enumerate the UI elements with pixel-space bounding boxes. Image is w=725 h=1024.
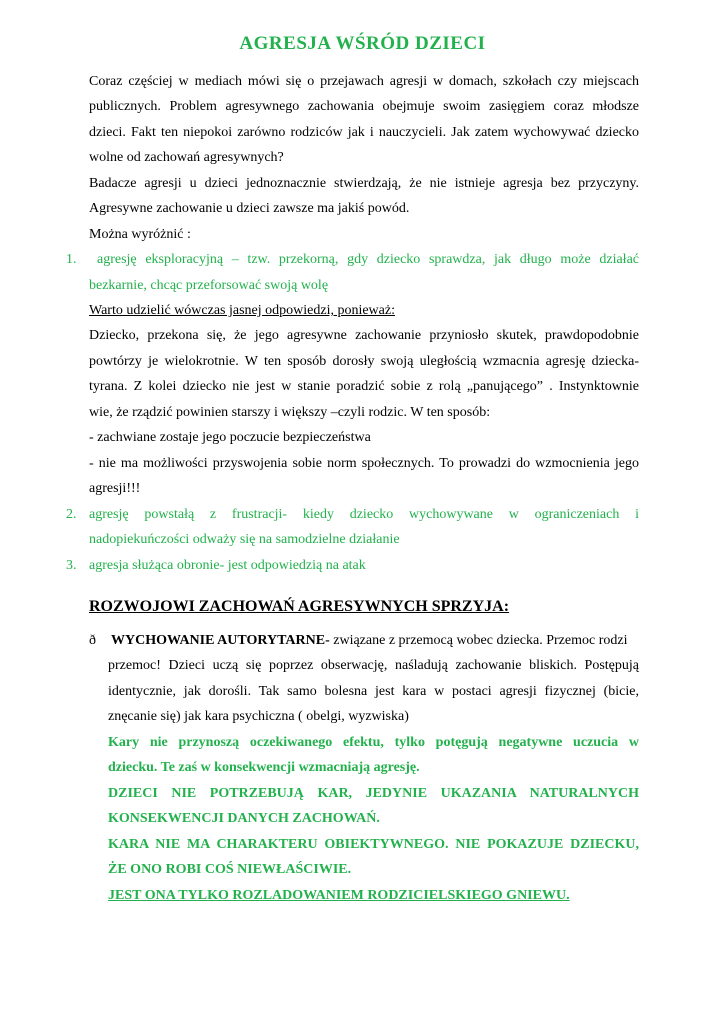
green-line-2: dziecku. Te zaś w konsekwencji wzmacniają agresję. bbox=[108, 760, 420, 775]
list-number-1: 1. bbox=[66, 252, 77, 267]
green-line-3: DZIECI NIE POTRZEBUJĄ KAR, JEDYNIE UKAZANIA NATURALNYCH bbox=[108, 786, 639, 801]
section2-line-1: przemoc! Dzieci uczą się poprzez obserwację, naśladują zachowanie bliskich. Postępują bbox=[108, 658, 639, 673]
bullet-rest: związane z przemocą wobec dziecka. Przemoc rodzi bbox=[329, 633, 628, 648]
explain-line-7: agresji!!! bbox=[89, 481, 141, 496]
explain-heading: Warto udzielić wówczas jasnej odpowiedzi, ponieważ: bbox=[89, 303, 395, 318]
list-item-3: agresja służąca obronie- jest odpowiedzią na atak bbox=[89, 558, 366, 573]
green-line-5: KARA NIE MA CHARAKTERU OBIEKTYWNEGO. NIE POKAZUJE DZIECKU, bbox=[108, 837, 639, 852]
explain-line-3: tyrana. Z kolei dziecko nie jest w stanie poradzić sobie z rolą „panującego” . Instynktownie bbox=[89, 379, 639, 394]
bullet-symbol: ð bbox=[89, 633, 96, 648]
green-line-6: ŻE ONO ROBI COŚ NIEWŁAŚCIWIE. bbox=[108, 862, 352, 877]
section-heading: ROZWOJOWI ZACHOWAŃ AGRESYWNYCH SPRZYJA: bbox=[89, 598, 510, 615]
intro-line-2: publicznych. Problem agresywnego zachowania obejmuje swoim zasięgiem coraz młodsze bbox=[89, 99, 639, 114]
explain-line-1: Dziecko, przekona się, że jego agresywne zachowanie przyniosło skutek, prawdopodobnie bbox=[89, 328, 639, 343]
intro-line-7: Można wyróżnić : bbox=[89, 227, 191, 242]
intro-line-4: wolne od zachowań agresywnych? bbox=[89, 150, 284, 165]
green-line-7: JEST ONA TYLKO ROZLADOWANIEM RODZICIELSKIEGO GNIEWU. bbox=[108, 888, 570, 903]
explain-line-2: powtórzy je wielokrotnie. W ten sposób dorosły swoją uległością wzmacnia agresję dziecka- bbox=[89, 354, 639, 369]
intro-line-5: Badacze agresji u dzieci jednoznacznie stwierdzają, że nie istnieje agresja bez przyczyny. bbox=[89, 176, 639, 191]
list-item-1-line-2: bezkarnie, chcąc przeforsować swoją wolę bbox=[89, 278, 329, 293]
list-number-3: 3. bbox=[66, 558, 77, 573]
intro-line-1: Coraz częściej w mediach mówi się o przejawach agresji w domach, szkołach czy miejscach bbox=[89, 74, 639, 89]
green-line-4: KONSEKWENCJI DANYCH ZACHOWAŃ. bbox=[108, 811, 380, 826]
list-number-2: 2. bbox=[66, 507, 77, 522]
intro-line-6: Agresywne zachowanie u dzieci zawsze ma jakiś powód. bbox=[89, 201, 410, 216]
explain-line-6: - nie ma możliwości przyswojenia sobie norm społecznych. To prowadzi do wzmocnienia jego bbox=[89, 456, 639, 471]
intro-line-3: dzieci. Fakt ten niepokoi zarówno rodziców jak i nauczycieli. Jak zatem wychowywać dziecko bbox=[89, 125, 639, 140]
page-title: AGRESJA WŚRÓD DZIECI bbox=[239, 33, 486, 54]
green-line-1: Kary nie przynoszą oczekiwanego efektu, tylko potęgują negatywne uczucia w bbox=[108, 735, 639, 750]
list-item-2-line-2: nadopiekuńczości odważy się na samodzielne działanie bbox=[89, 532, 400, 547]
list-item-1-line-1: agresję eksploracyjną – tzw. przekorną, gdy dziecko sprawdza, jak długo może działać bbox=[97, 252, 639, 267]
bullet-bold-label: WYCHOWANIE AUTORYTARNE- bbox=[111, 633, 330, 648]
section2-line-3: znęcanie się) jak kara psychiczna ( obelgi, wyzwiska) bbox=[108, 709, 409, 724]
bullet-line-1 bbox=[89, 632, 627, 649]
list-item-2-line-1: agresję powstałą z frustracji- kiedy dziecko wychowywane w ograniczeniach i bbox=[89, 507, 639, 522]
explain-line-4: wie, że rządzić powinien starszy i większy –czyli rodzic. W ten sposób: bbox=[89, 405, 491, 420]
section2-line-2: identycznie, jak dorośli. Tak samo bolesna jest kara w postaci agresji fizycznej (bicie, bbox=[108, 684, 639, 699]
explain-line-5: - zachwiane zostaje jego poczucie bezpieczeństwa bbox=[89, 430, 371, 445]
